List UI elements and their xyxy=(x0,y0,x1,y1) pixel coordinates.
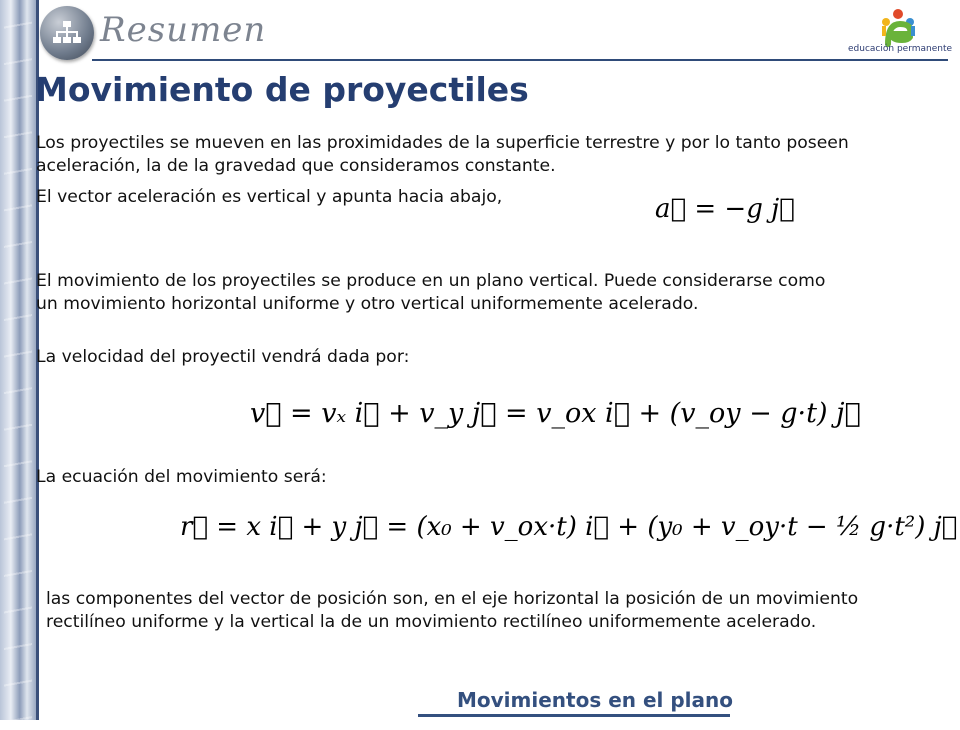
paragraph-motion-equation: La ecuación del movimiento será: xyxy=(36,467,327,487)
equation-position: r⃗ = x i⃗ + y j⃗ = (x₀ + v_ox·t) i⃗ + (y₀ + v_oy·t − ½ g·t²) j⃗ xyxy=(180,512,958,542)
paragraph-acceleration: El vector aceleración es vertical y apunta hacia abajo, xyxy=(36,187,503,207)
sitemap-icon xyxy=(40,6,94,60)
paragraph-components: las componentes del vector de posición son, en el eje horizontal la posición de un movimiento rectilíneo uniforme y la vertical la de un movimiento rectilíneo uniformemente acelerado. xyxy=(46,589,859,632)
footer-title: Movimientos en el plano xyxy=(457,688,733,712)
left-decorative-curves xyxy=(4,0,32,730)
equation-velocity: v⃗ = vₓ i⃗ + v_y j⃗ = v_ox i⃗ + (v_oy − g·t) j⃗ xyxy=(250,398,861,429)
header-title: Resumen xyxy=(100,10,267,50)
header-rule xyxy=(92,59,948,61)
paragraph-velocity: La velocidad del proyectil vendrá dada por: xyxy=(36,347,410,367)
paragraph-plane: El movimiento de los proyectiles se produce en un plano vertical. Puede considerarse como un movimiento horizontal uniforme y otro vertical uniformemente acelerado. xyxy=(36,271,826,314)
brand-text: educación permanente xyxy=(848,44,953,54)
equation-acceleration: a⃗ = −g j⃗ xyxy=(655,194,795,224)
paragraph-intro: Los proyectiles se mueven en las proximidades de la superficie terrestre y por lo tanto poseen aceleración, la de la gravedad que consideramos constante. xyxy=(36,133,849,176)
footer-rule xyxy=(418,714,730,717)
page-title: Movimiento de proyectiles xyxy=(35,70,529,109)
